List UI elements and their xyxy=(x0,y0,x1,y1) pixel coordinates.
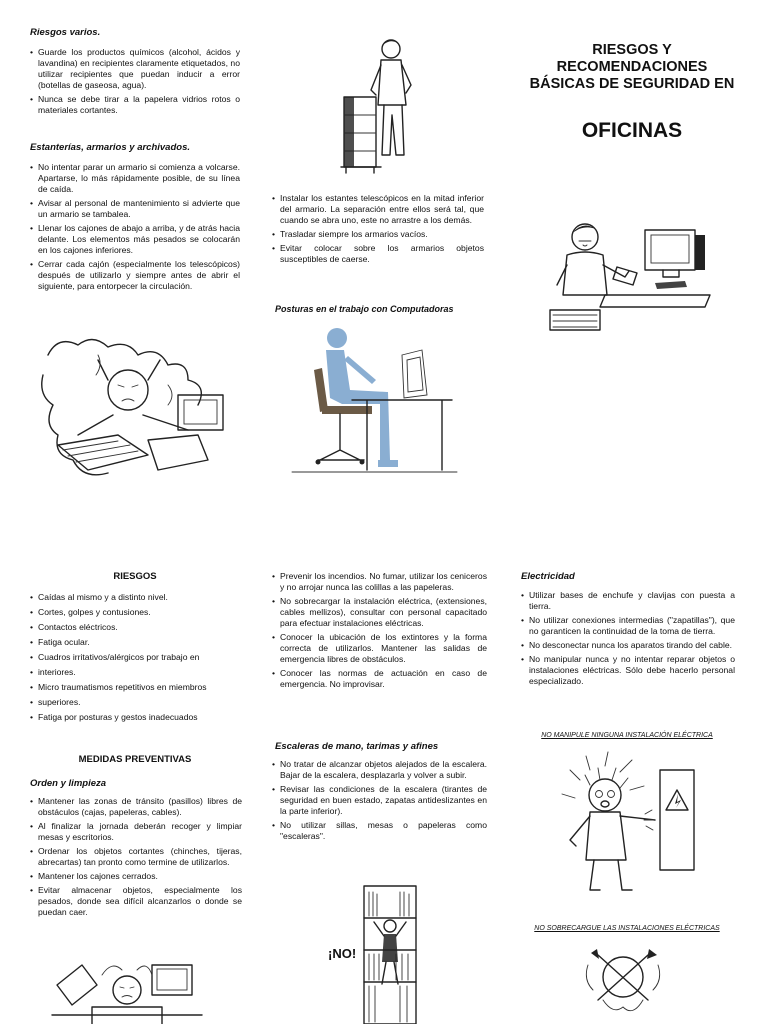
riesgos-heading: RIESGOS xyxy=(113,571,157,582)
list-item: • No utilizar conexiones intermedias ("zapatillas"), que no garanticen la continuidad de la toma de tierra. xyxy=(521,615,735,637)
overloaded-plug-illustration xyxy=(583,945,663,1024)
caption-no-manipule: NO MANIPULE NINGUNA INSTALACIÓN ELÉCTRICA xyxy=(541,732,713,739)
list-item: • Fatiga por posturas y gestos inadecuados xyxy=(30,712,245,723)
list-item: • Cortes, golpes y contusiones. xyxy=(30,607,245,618)
riesgos-varios-list xyxy=(30,47,240,119)
title-line2: RECOMENDACIONES xyxy=(556,59,708,75)
list-item: • Avisar al personal de mantenimiento si advierte que un armario se tambalea. xyxy=(30,198,240,220)
computer-posture-illustration xyxy=(292,320,457,480)
list-item: • Mantener los cajones cerrados. xyxy=(30,871,242,882)
cluttered-desk-illustration xyxy=(52,955,202,1024)
list-item: • Conocer la ubicación de los extintores y la forma correcta de utilizarlos. Mantener las salidas de emergencia libres de obstáculos. xyxy=(272,632,487,665)
list-item: • superiores. xyxy=(30,697,245,708)
estanterias-list-cont xyxy=(272,193,484,268)
list-item: • Ordenar los objetos cortantes (chinches, tijeras, abrecartas) tan pronto como termine de utilizarlos. xyxy=(30,846,242,868)
list-item: • No sobrecargar la instalación eléctrica, (extensiones, cables mellizos), consultar con personal capacitado para efectuar instalaciones eléctricas. xyxy=(272,596,487,629)
orden-list xyxy=(30,796,242,921)
escaleras-list xyxy=(272,759,487,845)
list-item: • Evitar almacenar objetos, especialmente los pesados, donde sea difícil alcanzarlos o donde se puedan caer. xyxy=(30,885,242,918)
title-line1: RIESGOS Y xyxy=(592,42,672,58)
title-line3: BÁSICAS DE SEGURIDAD EN xyxy=(529,76,735,92)
list-item: • Evitar colocar sobre los armarios objetos susceptibles de caerse. xyxy=(272,243,484,265)
list-item: • Nunca se debe tirar a la papelera vidrios rotos o materiales cortantes. xyxy=(30,94,240,116)
orden-heading: Orden y limpieza xyxy=(30,778,107,789)
bookshelf-climb-illustration xyxy=(360,882,420,1024)
title-big: OFICINAS xyxy=(581,119,683,142)
filing-cabinet-illustration xyxy=(336,35,426,175)
list-item: • No utilizar sillas, mesas o papeleras como "escaleras". xyxy=(272,820,487,842)
list-item: • Cuadros irritativos/alérgicos por trabajo en xyxy=(30,652,245,663)
estanterias-heading: Estanterías, armarios y archivados. xyxy=(30,142,190,153)
list-item: • Guarde los productos químicos (alcohol, ácidos y lavandina) en recipientes claramente etiquetados, no utilizar recipientes que puedan inducir a error (botellas de gaseosa, agua). xyxy=(30,47,240,91)
no-label: ¡NO! xyxy=(328,946,357,961)
incendios-list xyxy=(272,571,487,693)
list-item: • Revisar las condiciones de la escalera (tirantes de seguridad en buen estado, zapatas antideslizantes en la parte inferior). xyxy=(272,784,487,817)
electricidad-heading: Electricidad xyxy=(521,571,575,582)
list-item: • Prevenir los incendios. No fumar, utilizar los ceniceros y no arrojar nunca las colillas a las papeleras. xyxy=(272,571,487,593)
riesgos-varios-heading: Riesgos varios. xyxy=(30,27,101,38)
list-item: • interiores. xyxy=(30,667,245,678)
electricidad-list xyxy=(521,590,735,690)
list-item: • Micro traumatismos repetitivos en miembros xyxy=(30,682,245,693)
desk-worker-illustration xyxy=(545,215,715,340)
medidas-heading: MEDIDAS PREVENTIVAS xyxy=(78,754,192,765)
list-item: • Instalar los estantes telescópicos en la mitad inferior del armario. La separación entre ellos será tal, que cuando se abra uno, este no arrastre a los demás. xyxy=(272,193,484,226)
list-item: • Trasladar siempre los armarios vacíos. xyxy=(272,229,484,240)
list-item: • Mantener las zonas de tránsito (pasillos) libres de obstáculos (cajas, papeleras, cables). xyxy=(30,796,242,818)
stressed-worker-illustration xyxy=(38,335,238,485)
list-item: • Cerrar cada cajón (especialmente los telescópicos) después de utilizarlo y siempre antes de abrir el siguiente, para entorpecer la circulación. xyxy=(30,259,240,292)
caption-no-sobrecargue: NO SOBRECARGUE LAS INSTALACIONES ELÉCTRICAS xyxy=(534,925,720,932)
list-item: • Contactos eléctricos. xyxy=(30,622,245,633)
escaleras-heading: Escaleras de mano, tarimas y afines xyxy=(275,741,439,752)
list-item: • Caídas al mismo y a distinto nivel. xyxy=(30,592,245,603)
list-item: • Conocer las normas de actuación en caso de emergencia. No improvisar. xyxy=(272,668,487,690)
list-item: • Llenar los cajones de abajo a arriba, y de atrás hacia delante. Los elementos más pesados se colocarán en los cajones inferiores. xyxy=(30,223,240,256)
electric-shock-illustration xyxy=(560,750,710,900)
riesgos-list xyxy=(30,592,245,727)
estanterias-list xyxy=(30,162,240,295)
title-block xyxy=(518,42,746,143)
list-item: • No intentar parar un armario si comienza a volcarse. Apartarse, lo más rápidamente posible, de su línea de caída. xyxy=(30,162,240,195)
list-item: • No desconectar nunca los aparatos tirando del cable. xyxy=(521,640,735,651)
list-item: • No tratar de alcanzar objetos alejados de la escalera. Bajar de la escalera, desplazarla y volver a subir. xyxy=(272,759,487,781)
list-item: • Al finalizar la jornada deberán recoger y limpiar mesas y escritorios. xyxy=(30,821,242,843)
list-item: • Utilizar bases de enchufe y clavijas con puesta a tierra. xyxy=(521,590,735,612)
list-item: • No manipular nunca y no intentar reparar objetos o instalaciones eléctricas. Sólo debe hacerlo personal especializado. xyxy=(521,654,735,687)
posturas-heading: Posturas en el trabajo con Computadoras xyxy=(275,304,454,314)
list-item: • Fatiga ocular. xyxy=(30,637,245,648)
